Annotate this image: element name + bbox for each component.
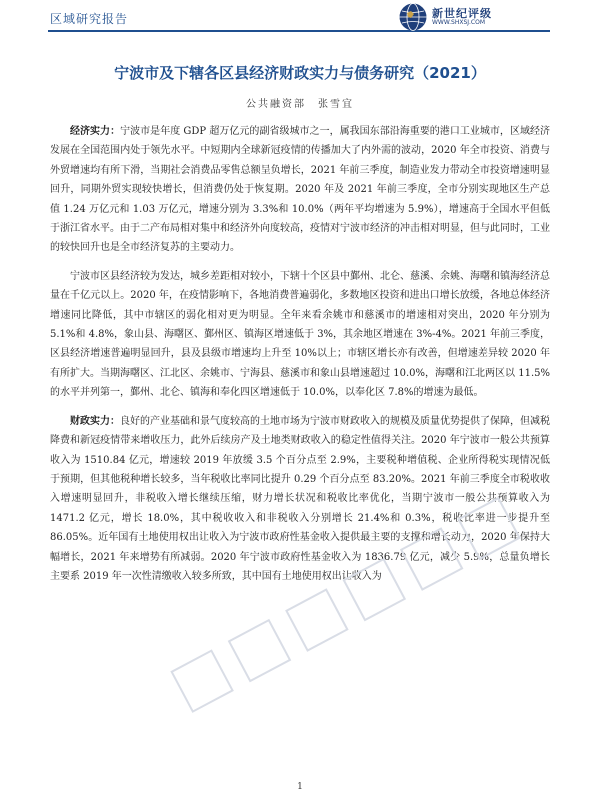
paragraph-lead: 财政实力： — [70, 415, 120, 427]
paragraph-lead: 经济实力： — [70, 126, 121, 137]
paragraph-text: 宁波市是年度 GDP 超万亿元的副省级城市之一，属我国东部沿海重要的港口工业城市，区域经济发展在全国范围内处于领先水平。中短期内全球新冠疫情的传播加大了内外需的波动，2020 年全市投资、消费与外贸增速均有所下滑，当期社会消费品零售总额呈负增长，2021 年前三季度，制造业发力带动全市投资增速明显回升，同期外贸实现较快增长，但消费仍处于恢复期。2020 年及 2021 年前三季度，全市分别实现地区生产总值 1.24 万亿元和 1.03 万亿元，增速分别为 3.3%和 10.0%（两年平均增速为 5.9%），增速高于全国水平但低于浙江省水平。由于二产布局相对集中和经济外向度较高，疫情对宁波市经济的冲击相对明显，但与此同时，工业的较快回升也是全市经济复苏的主要动力。 — [50, 126, 551, 254]
logo-name: 新世纪评级 — [432, 7, 492, 20]
report-title: 宁波市及下辖各区县经济财政实力与债务研究（2021） — [114, 64, 486, 82]
paragraph-districts — [50, 267, 550, 403]
page-number: 1 — [297, 782, 303, 792]
section-label: 区域研究报告 — [50, 12, 129, 26]
report-authors: 公共融资部 张雪宜 — [246, 99, 354, 110]
paragraph-economy — [50, 122, 550, 258]
logo-site: WWW.SHXSJ.COM — [432, 19, 486, 26]
page-header — [0, 0, 600, 38]
company-logo — [398, 2, 550, 32]
globe-icon — [398, 2, 428, 32]
paragraph-text: 良好的产业基础和景气度较高的土地市场为宁波市财政收入的规模及质量优势提供了保障，但减税降费和新冠疫情带来增收压力，此外后续房产及土地类财政收入的稳定性值得关注。2020 年宁波市一般公共预算收入为 1510.84 亿元，增速较 2019 年放缓 3.5 个百分点至 2.9%，主要税种增值税、企业所得税实现情况低于预期，但其他税种增长较多，当年税收比率同比提升 0.29 个百分点至 83.20%。2021 年前三季度全市税收收入增速明显回升，非税收入增长继续压缩，财力增长状况和税收比率优化，当期宁波市一般公共预算收入为 1471.2 亿元，增长 18.0%，其中税收收入和非税收入分别增长 21.4%和 0.3%，税收比率进一步提升至 86.05%。近年国有土地使用权出让收入为宁波市政府性基金收入提供最主要的支撑和增长动力，2020 年保持大幅增长，2021 年来增势有所减弱。2020 年宁波市政府性基金收入为 1836.79 亿元，减少 5.9%，总量负增长主要系 2019 年一次性清缴收入较多所致，其中国有土地使用权出让收入为 — [50, 415, 550, 582]
paragraph-text: 宁波市区县经济较为发达，城乡差距相对较小，下辖十个区县中鄞州、北仑、慈溪、余姚、海曙和镇海经济总量在千亿元以上。2020 年，在疫情影响下，各地消费普遍弱化，多数地区投资和进出口增长放缓，各地总体经济增速同比降低，其中市辖区的弱化相对更为明显。全年来看余姚市和慈溪市的增速相对突出，2020 年分别为 5.1%和 4.8%，象山县、海曙区、鄞州区、镇海区增速低于 3%，其余地区增速在 3%-4%。2021 年前三季度，区县经济增速普遍明显回升，县及县级市增速均上升至 10%以上；市辖区增长亦有改善，但增速差异较 2020 年有所扩大。当期海曙区、江北区、余姚市、宁海县、慈溪市和象山县增速超过 10.0%，海曙和江北两区以 11.5%的水平并列第一，鄞州、北仑、镇海和奉化四区增速低于 10.0%，以奉化区 7.8%的增速为最低。 — [50, 270, 550, 399]
